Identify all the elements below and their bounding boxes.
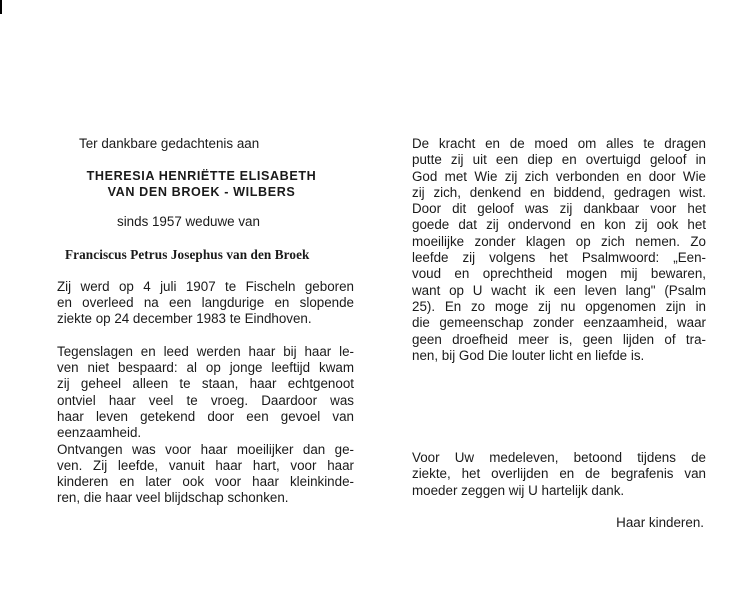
thanks-paragraph	[412, 450, 706, 499]
text-line: voud en oprechtheid mogen mij bewaren,	[412, 266, 706, 282]
text-line: ziekte, het overlijden en de begrafenis van	[412, 466, 706, 482]
text-line: Tegenslagen en leed werden haar bij haar le-	[57, 343, 354, 359]
life-paragraph	[57, 344, 354, 442]
deceased-name-line: VAN DEN BROEK - WILBERS	[107, 185, 296, 200]
birth-death-paragraph	[57, 279, 354, 328]
text-line: goede dat zij ondervond en kon zij ook het	[412, 217, 706, 233]
spacer	[412, 380, 706, 450]
text-line: Ontvangen was voor haar moeilijker dan ge-	[57, 441, 354, 457]
text-line: De kracht en de moed om alles te dragen	[412, 136, 706, 151]
text-line: zij zich, denkend en biddend, gedragen wist.	[412, 184, 706, 200]
dedication-line: Ter dankbare gedachtenis aan	[79, 136, 260, 151]
text-line: haar leven getekend door een gevoel van	[57, 408, 354, 424]
text-line: zij geheel alleen te staan, haar echtgenoot	[57, 376, 354, 392]
text-line: eenzaamheid.	[57, 425, 142, 441]
family-paragraph	[57, 442, 354, 507]
text-line: en overleed na een langdurige en slopende	[57, 295, 354, 311]
text-line: Zij werd op 4 juli 1907 te Fischeln geboren	[57, 278, 354, 294]
text-line: ren, die haar veel blijdschap schonken.	[57, 490, 289, 506]
left-column	[57, 136, 354, 523]
text-line: moeder zeggen wij U hartelijk dank.	[412, 482, 625, 498]
text-line: Voor Uw medeleven, betoond tijdens de	[412, 450, 706, 466]
widow-line: sinds 1957 weduwe van	[117, 214, 260, 230]
text-line: putte zij uit een diep en overtuigd geloof in	[412, 152, 706, 168]
deceased-name-line: THERESIA HENRIËTTE ELISABETH	[86, 169, 317, 184]
text-line: moeilijke zonder klagen op zich nemen. Zo	[412, 233, 706, 249]
text-line: Door dit geloof was zij dankbaar voor het	[412, 201, 706, 217]
text-line: ziekte op 24 december 1983 te Eindhoven.	[57, 311, 312, 327]
right-column	[412, 136, 706, 531]
signature: Haar kinderen.	[616, 515, 704, 531]
faith-paragraph	[412, 136, 706, 364]
text-line: ven niet bespaard: al op jonge leeftijd kwam	[57, 360, 354, 376]
deceased-name	[57, 168, 354, 200]
text-line: nen, bij God Die louter licht en liefde is.	[412, 347, 645, 363]
text-line: ven. Zij leefde, vanuit haar hart, voor haar	[57, 457, 354, 473]
text-line: die gemeenschap zonder eenzaamheid, waar	[412, 315, 706, 331]
text-line: want op U wacht ik een leven lang" (Psalm	[412, 282, 706, 298]
text-line: geen droefheid meer is, geen lijden of tra-	[412, 331, 706, 347]
text-line: 25). En zo moge zij nu opgenomen zijn in	[412, 298, 706, 314]
text-line: kinderen en later ook voor haar kleinkinde-	[57, 474, 354, 490]
text-line: leefde zij volgens het Psalmwoord: „Een-	[412, 250, 706, 266]
text-line: God met Wie zij zich verbonden en door Wie	[412, 168, 706, 184]
spouse-name: Franciscus Petrus Josephus van den Broek	[65, 246, 310, 262]
text-line: ontviel haar veel te vroeg. Daardoor was	[57, 392, 354, 408]
